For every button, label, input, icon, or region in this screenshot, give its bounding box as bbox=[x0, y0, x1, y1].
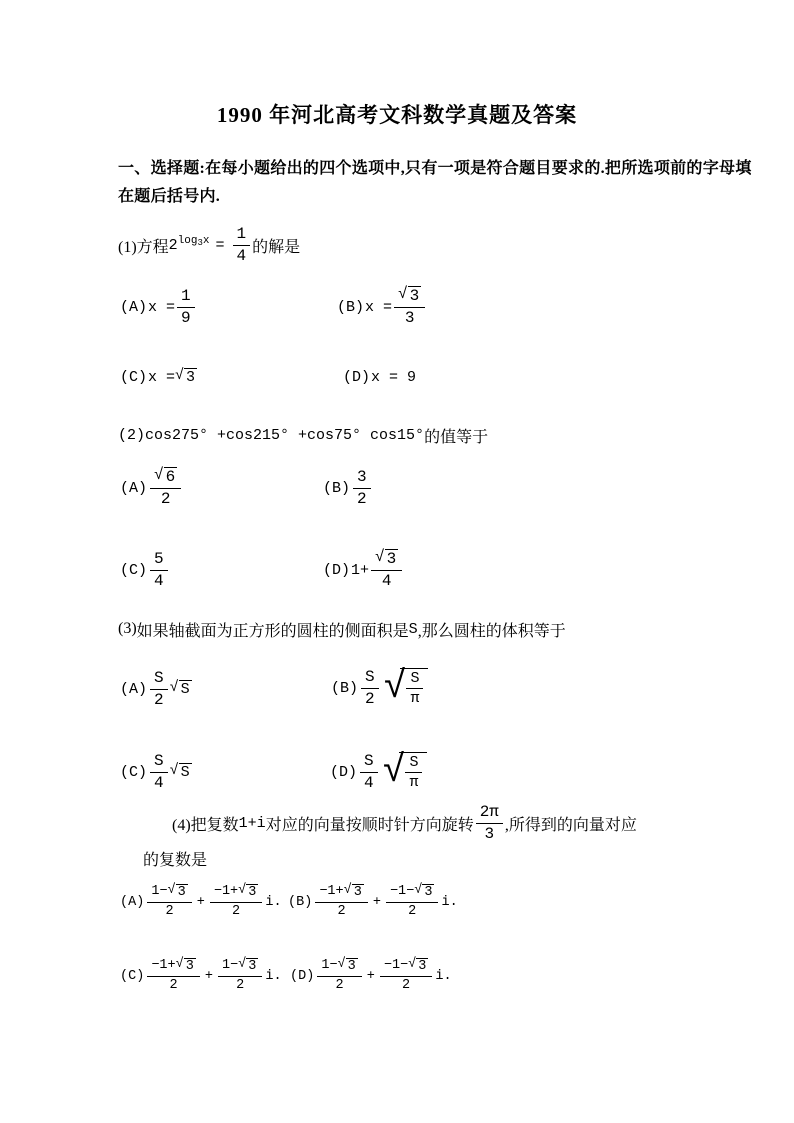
option-2c bbox=[120, 545, 170, 595]
q4-stem-prefix: (4)把复数 bbox=[172, 816, 239, 834]
fraction bbox=[177, 287, 195, 327]
q3-stem-text1: 如果轴截面为正方形的圆柱的侧面积是 bbox=[136, 622, 409, 640]
question-1-stem bbox=[118, 220, 300, 270]
numerator-prefix: −1− bbox=[383, 958, 409, 974]
fraction bbox=[218, 958, 262, 994]
fraction-numerator: 2π bbox=[479, 803, 499, 822]
radicand bbox=[400, 668, 428, 708]
radicand: 3 bbox=[248, 885, 257, 901]
fraction bbox=[361, 668, 379, 708]
fraction bbox=[371, 549, 402, 591]
fraction bbox=[147, 884, 191, 920]
q1-exponent bbox=[178, 235, 210, 247]
option-label: (C) bbox=[120, 368, 148, 386]
option-4a bbox=[120, 876, 282, 928]
option-label: (C) bbox=[120, 968, 145, 984]
fraction-numerator bbox=[371, 549, 402, 570]
fraction-denominator: 4 bbox=[233, 245, 251, 265]
radical-sign: √ bbox=[167, 883, 176, 899]
fraction-denominator: 3 bbox=[394, 307, 425, 327]
fraction-numerator: S bbox=[364, 752, 374, 771]
radical bbox=[168, 884, 188, 901]
imaginary-unit: i. bbox=[435, 968, 452, 984]
numerator-prefix: 1− bbox=[221, 958, 239, 974]
radicand: 3 bbox=[353, 885, 362, 901]
radical bbox=[175, 368, 197, 387]
fraction-numerator: S bbox=[365, 668, 375, 687]
fraction-denominator: 2 bbox=[150, 689, 168, 709]
equals-sign: = bbox=[215, 236, 225, 254]
radicand: 3 bbox=[177, 885, 186, 901]
fraction-denominator: 2 bbox=[386, 902, 439, 920]
fraction bbox=[317, 958, 361, 994]
option-label: (B) bbox=[337, 298, 365, 316]
radical bbox=[154, 467, 177, 487]
fraction bbox=[406, 670, 423, 708]
option-4b bbox=[288, 876, 458, 928]
option-label: (D) bbox=[323, 561, 351, 579]
option-1a bbox=[120, 282, 197, 332]
imaginary-unit: i. bbox=[265, 894, 282, 910]
option-1c bbox=[120, 365, 197, 389]
option-text: x = 9 bbox=[371, 368, 417, 386]
fraction bbox=[150, 669, 168, 709]
radical-sign: √ bbox=[375, 548, 385, 567]
radical bbox=[176, 958, 196, 975]
option-label: (D) bbox=[330, 763, 358, 781]
option-3a bbox=[120, 663, 192, 715]
fraction bbox=[405, 754, 422, 792]
option-label: (B) bbox=[323, 479, 351, 497]
radical-sign: √ bbox=[337, 957, 346, 973]
fraction-numerator: 1 bbox=[236, 225, 247, 244]
q3-number: (3) bbox=[118, 620, 137, 637]
fraction bbox=[360, 752, 378, 792]
fraction-numerator bbox=[218, 958, 262, 976]
radical-sign: √ bbox=[382, 750, 406, 793]
option-label: (B) bbox=[288, 894, 313, 910]
fraction-denominator: 2 bbox=[210, 902, 263, 920]
radical bbox=[384, 668, 429, 708]
radical-sign: √ bbox=[343, 883, 352, 899]
q2-stem-suffix: 的值等于 bbox=[424, 428, 489, 446]
radical bbox=[338, 958, 358, 975]
fraction-numerator bbox=[210, 884, 263, 902]
fraction-denominator: 4 bbox=[371, 570, 402, 590]
radical-sign: √ bbox=[238, 957, 247, 973]
fraction-denominator: 2 bbox=[380, 976, 433, 994]
fraction bbox=[147, 958, 200, 994]
section-instructions-line2: 在题后括号内. bbox=[118, 188, 221, 205]
fraction-numerator: 1 bbox=[181, 287, 191, 306]
section-instructions-line1: 一、选择题:在每小题给出的四个选项中,只有一项是符合题目要求的.把所选项前的字母填 bbox=[118, 160, 752, 177]
fraction-denominator: 4 bbox=[360, 772, 378, 792]
q1-exp-arg: x bbox=[202, 235, 210, 247]
fraction-numerator bbox=[147, 958, 200, 976]
radicand bbox=[399, 752, 427, 792]
option-3c bbox=[120, 746, 192, 798]
radical bbox=[170, 763, 192, 782]
option-2a bbox=[120, 463, 183, 513]
q4-stem-suffix: ,所得到的向量对应 bbox=[504, 816, 637, 834]
radical-sign: √ bbox=[169, 761, 179, 779]
radical bbox=[170, 680, 192, 699]
radicand: 3 bbox=[347, 959, 356, 975]
fraction-numerator: 5 bbox=[154, 550, 164, 569]
numerator-prefix: 1− bbox=[151, 884, 168, 900]
fraction-denominator: π bbox=[405, 772, 422, 791]
fraction bbox=[210, 884, 263, 920]
option-3d bbox=[330, 744, 427, 800]
fraction-numerator: S bbox=[410, 670, 420, 687]
page-title: 1990 年河北高考文科数学真题及答案 bbox=[216, 103, 578, 127]
fraction bbox=[394, 286, 425, 328]
q1-base: 2 bbox=[168, 237, 178, 254]
fraction-numerator bbox=[315, 884, 368, 902]
option-label: (D) bbox=[343, 368, 371, 386]
fraction-numerator bbox=[150, 467, 181, 488]
fraction-numerator bbox=[147, 884, 191, 902]
q2-number: (2) bbox=[118, 426, 146, 444]
imaginary-unit: i. bbox=[441, 894, 458, 910]
radical bbox=[414, 884, 434, 901]
fraction-denominator: 2 bbox=[315, 902, 368, 920]
fraction-denominator: 2 bbox=[147, 976, 200, 994]
radicand: 3 bbox=[409, 287, 420, 306]
radical-sign: √ bbox=[414, 883, 423, 899]
radicand: S bbox=[180, 680, 190, 698]
radical bbox=[375, 549, 398, 569]
fraction-denominator: 2 bbox=[353, 488, 371, 508]
option-label: (A) bbox=[120, 680, 148, 698]
option-lhs: x = bbox=[365, 298, 393, 316]
plus-sign: + bbox=[372, 894, 381, 910]
q1-stem-suffix: 的解是 bbox=[252, 238, 301, 256]
q1-stem-prefix: (1)方程 bbox=[118, 238, 169, 256]
q1-equation-base bbox=[169, 236, 210, 254]
fraction bbox=[386, 884, 439, 920]
radical bbox=[398, 286, 421, 306]
q1-exp-log: log bbox=[177, 235, 198, 247]
question-4-stem-line2 bbox=[143, 847, 207, 869]
radicand: 3 bbox=[186, 368, 196, 386]
radicand: S bbox=[180, 763, 190, 781]
fraction-denominator: 2 bbox=[361, 688, 379, 708]
radical-sign: √ bbox=[169, 678, 179, 696]
radical bbox=[344, 884, 364, 901]
radical-sign: √ bbox=[398, 285, 408, 304]
radicand: 3 bbox=[248, 959, 257, 975]
fraction-numerator: S bbox=[154, 752, 164, 771]
q4-complex-number: 1+i bbox=[238, 814, 266, 832]
option-lhs: 1+ bbox=[351, 561, 370, 579]
fraction-numerator bbox=[380, 958, 433, 976]
question-2-stem bbox=[118, 424, 488, 446]
question-4-stem-line1 bbox=[172, 801, 637, 845]
fraction-numerator bbox=[394, 286, 425, 307]
fraction-denominator: 2 bbox=[317, 976, 361, 994]
radical bbox=[238, 958, 258, 975]
option-3b bbox=[331, 660, 428, 716]
q2-expression: cos275° +cos215° +cos75° cos15° bbox=[145, 426, 425, 444]
q1-exp-logbase: 3 bbox=[197, 238, 203, 248]
fraction-numerator bbox=[317, 958, 361, 976]
fraction bbox=[150, 550, 168, 590]
fraction-denominator: 2 bbox=[147, 902, 191, 920]
fraction bbox=[150, 752, 168, 792]
q4-stem-mid: 对应的向量按顺时针方向旋转 bbox=[265, 816, 474, 834]
fraction bbox=[315, 884, 368, 920]
radical bbox=[238, 884, 258, 901]
fraction-numerator: S bbox=[154, 669, 164, 688]
fraction-denominator: 3 bbox=[476, 823, 503, 843]
radical bbox=[383, 752, 428, 792]
imaginary-unit: i. bbox=[265, 968, 282, 984]
radical-sign: √ bbox=[408, 957, 417, 973]
option-2d bbox=[323, 545, 404, 595]
radicand: 6 bbox=[165, 468, 176, 487]
fraction-numerator bbox=[386, 884, 439, 902]
radical bbox=[408, 958, 428, 975]
option-label: (A) bbox=[120, 479, 148, 497]
q4-stem-line2-text: 的复数是 bbox=[143, 851, 208, 869]
numerator-prefix: −1+ bbox=[213, 884, 239, 900]
plus-sign: + bbox=[366, 968, 375, 984]
radicand: 3 bbox=[386, 550, 397, 569]
option-label: (D) bbox=[290, 968, 315, 984]
option-label: (B) bbox=[331, 679, 359, 697]
radical-sign: √ bbox=[238, 883, 247, 899]
option-lhs: x = bbox=[148, 298, 176, 316]
fraction-denominator: 2 bbox=[150, 488, 181, 508]
q3-stem-text2: ,那么圆柱的体积等于 bbox=[417, 622, 566, 640]
fraction-denominator: 4 bbox=[150, 570, 168, 590]
radical-sign: √ bbox=[175, 957, 184, 973]
radicand: 3 bbox=[424, 885, 433, 901]
fraction bbox=[380, 958, 433, 994]
option-label: (A) bbox=[120, 894, 145, 910]
radicand: 3 bbox=[418, 959, 427, 975]
radicand: 3 bbox=[185, 959, 194, 975]
option-label: (A) bbox=[120, 298, 148, 316]
q3-variable: S bbox=[408, 620, 418, 638]
option-4c bbox=[120, 950, 282, 1002]
radical-sign: √ bbox=[383, 666, 407, 709]
option-1b bbox=[337, 282, 427, 332]
fraction bbox=[353, 468, 371, 508]
numerator-prefix: −1− bbox=[389, 884, 415, 900]
option-1d bbox=[343, 365, 416, 389]
option-4d bbox=[290, 950, 452, 1002]
numerator-prefix: −1+ bbox=[151, 958, 176, 974]
fraction-numerator: 3 bbox=[357, 468, 367, 487]
option-label: (C) bbox=[120, 561, 148, 579]
option-lhs: x = bbox=[148, 368, 176, 386]
fraction-denominator: 2 bbox=[218, 976, 262, 994]
plus-sign: + bbox=[196, 894, 205, 910]
option-2b bbox=[323, 463, 373, 513]
numerator-prefix: 1− bbox=[321, 958, 338, 974]
radical-sign: √ bbox=[175, 366, 185, 384]
fraction bbox=[233, 225, 251, 265]
numerator-prefix: −1+ bbox=[319, 884, 344, 900]
fraction-numerator: S bbox=[409, 754, 419, 771]
question-3-stem bbox=[118, 618, 566, 640]
plus-sign: + bbox=[204, 968, 213, 984]
option-label: (C) bbox=[120, 763, 148, 781]
fraction-denominator: 4 bbox=[150, 772, 168, 792]
radical-sign: √ bbox=[154, 466, 164, 485]
fraction bbox=[476, 803, 503, 843]
fraction-denominator: 9 bbox=[177, 307, 195, 327]
fraction-denominator: π bbox=[406, 688, 423, 707]
fraction bbox=[150, 467, 181, 509]
